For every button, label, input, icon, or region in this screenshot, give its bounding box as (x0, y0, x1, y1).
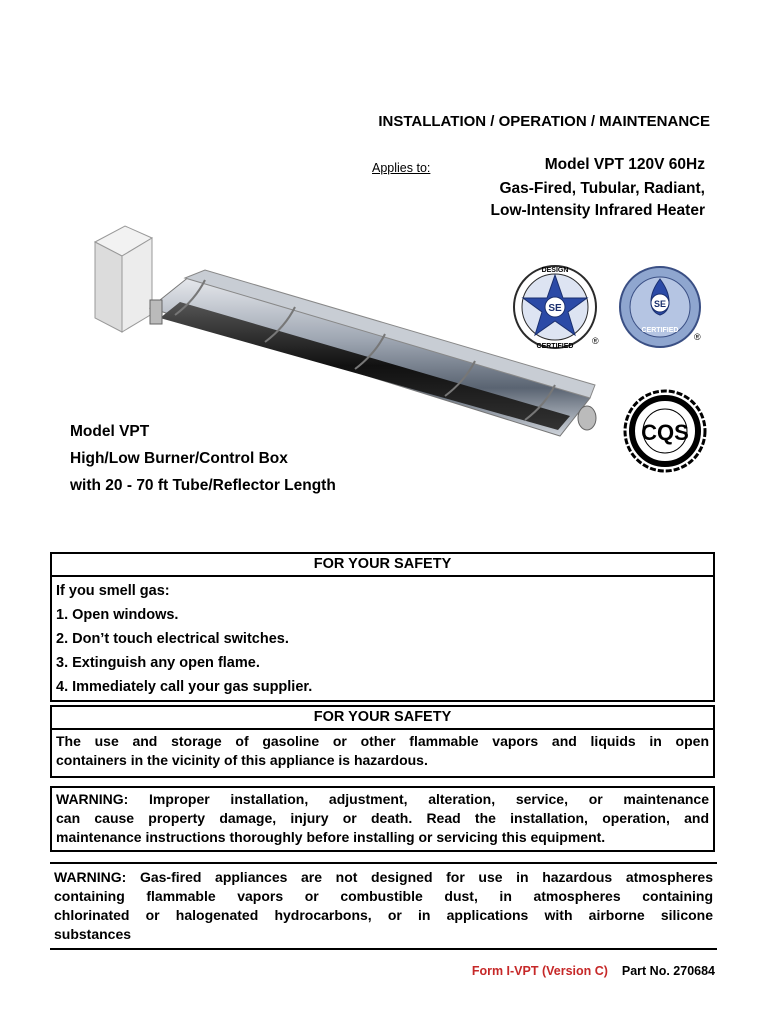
safety-box-2-header: FOR YOUR SAFETY (52, 707, 713, 730)
csa-design-center-text: SE (548, 303, 562, 314)
form-number: Form I-VPT (Version C) (471, 964, 608, 978)
model-line-2: Gas-Fired, Tubular, Radiant, (499, 180, 705, 197)
cqs-quality-logo (622, 388, 708, 474)
caption-line-3: with 20 - 70 ft Tube/Reflector Length (70, 477, 336, 494)
safety-box-1-header: FOR YOUR SAFETY (52, 554, 713, 577)
registered-mark-2: ® (694, 332, 701, 342)
safety-line-5: 4. Immediately call your gas supplier. (56, 679, 313, 695)
csa-design-top-text: DESIGN (541, 267, 569, 274)
warning-2-line-3: chlorinated or halogenated hydrocarbons, or in applications with airborne silicone (54, 907, 713, 923)
control-box (95, 226, 152, 332)
footer (472, 964, 715, 978)
warning-hazardous-atmospheres (50, 862, 717, 950)
document-title: INSTALLATION / OPERATION / MAINTENANCE (378, 113, 710, 130)
part-number: Part No. 270684 (621, 964, 715, 978)
csa-certified-center-text: SE (653, 299, 667, 309)
model-line-1: Model VPT 120V 60Hz (544, 156, 705, 173)
warning-2-line-1: WARNING: Gas-fired appliances are not designed for use in hazardous atmospheres (54, 869, 713, 885)
warning-2-line-4: substances (54, 926, 132, 942)
warning-1-line-3: maintenance instructions thoroughly before installing or servicing this equipment. (56, 829, 606, 845)
safety-line-2: 1. Open windows. (56, 607, 179, 623)
csa-certified-logo (618, 265, 702, 349)
flammable-line-1: The use and storage of gasoline or other flammable vapors and liquids in open (56, 733, 709, 749)
csa-certified-bottom-text: CERTIFIED (641, 327, 679, 334)
caption-line-1: Model VPT (70, 423, 150, 440)
csa-design-certified-logo (510, 262, 600, 352)
registered-mark-1: ® (592, 336, 599, 346)
warning-improper-installation (50, 786, 715, 852)
safety-box-flammable (50, 705, 715, 778)
caption-line-2: High/Low Burner/Control Box (70, 450, 288, 467)
model-line-3: Low-Intensity Infrared Heater (490, 202, 705, 219)
applies-to-label: Applies to: (372, 161, 431, 175)
csa-design-bottom-text: CERTIFIED (536, 343, 574, 350)
safety-line-4: 3. Extinguish any open flame. (56, 655, 260, 671)
safety-box-gas-smell (50, 552, 715, 702)
warning-2-line-2: containing flammable vapors or combustible dust, in atmospheres containing (54, 888, 713, 904)
safety-line-3: 2. Don’t touch electrical switches. (56, 631, 289, 647)
safety-line-1: If you smell gas: (56, 583, 170, 599)
cqs-center-text: CQS (641, 420, 689, 445)
warning-1-line-1: WARNING: Improper installation, adjustment, alteration, service, or maintenance (56, 791, 709, 807)
warning-1-line-2: can cause property damage, injury or death. Read the installation, operation, and (56, 810, 709, 826)
flammable-line-2: containers in the vicinity of this appliance is hazardous. (56, 752, 428, 768)
